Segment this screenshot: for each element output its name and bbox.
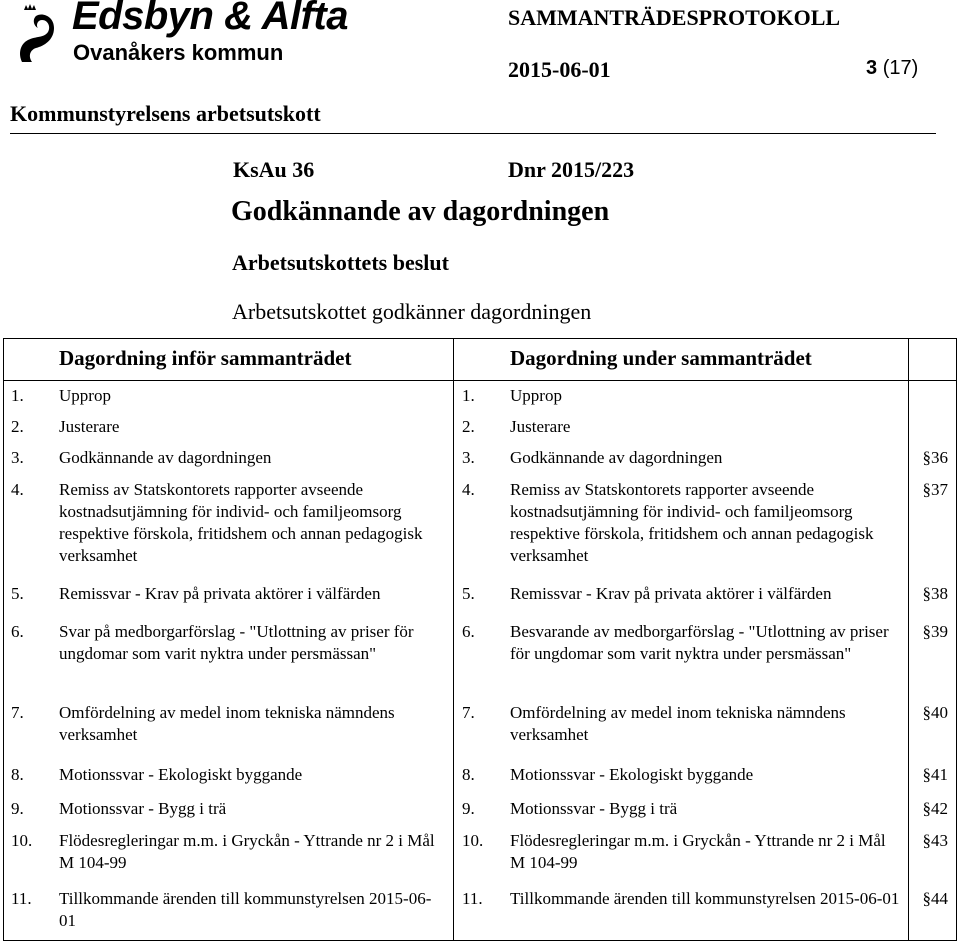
agenda-item-text-before: Tillkommande ärenden till kommunstyrelsen 2015-06-01	[59, 889, 432, 930]
agenda-item-number-before: 1.	[11, 386, 24, 405]
decision-heading: Arbetsutskottets beslut	[232, 250, 449, 275]
agenda-item-number-during: 6.	[462, 622, 475, 641]
document-type: SAMMANTRÄDESPROTOKOLL	[508, 5, 841, 30]
agenda-item-number-during: 3.	[462, 448, 475, 467]
header-divider	[10, 133, 936, 134]
logo-title: Edsbyn & Alfta	[72, 0, 348, 38]
agenda-item-text-during: Flödesregleringar m.m. i Gryckån - Yttrande nr 2 i Mål M 104-99	[510, 831, 886, 872]
paragraph-reference: §40	[922, 703, 948, 722]
agenda-item-text-during: Upprop	[510, 386, 562, 405]
agenda-item-text-during: Besvarande av medborgarförslag - "Utlottning av priser för ungdomar som varit nyktra under persmässan"	[510, 622, 889, 663]
agenda-table	[3, 338, 957, 941]
page-number	[866, 57, 918, 80]
paragraph-reference: §42	[922, 799, 948, 818]
diary-number: Dnr 2015/223	[508, 157, 635, 182]
agenda-item-number-during: 11.	[462, 889, 483, 908]
agenda-item-text-during: Remissvar - Krav på privata aktörer i välfärden	[510, 584, 832, 603]
agenda-item-number-before: 10.	[11, 831, 33, 850]
agenda-item-text-before: Remissvar - Krav på privata aktörer i välfärden	[59, 584, 381, 603]
agenda-item-number-before: 3.	[11, 448, 24, 467]
agenda-item-text-before: Remiss av Statskontorets rapporter avseende kostnadsutjämning för individ- och familjeomsorg respektive förskola, fritidshem och annan pedagogisk verksamhet	[59, 480, 423, 565]
agenda-item-number-before: 4.	[11, 480, 24, 499]
agenda-item-number-during: 7.	[462, 703, 475, 722]
agenda-item-text-before: Motionssvar - Ekologiskt byggande	[59, 765, 303, 784]
agenda-item-number-before: 11.	[11, 889, 32, 908]
agenda-item-text-during: Remiss av Statskontorets rapporter avseende kostnadsutjämning för individ- och familjeomsorg respektive förskola, fritidshem och annan pedagogisk verksamhet	[510, 480, 874, 565]
agenda-item-number-during: 10.	[462, 831, 484, 850]
agenda-item-number-before: 6.	[11, 622, 24, 641]
agenda-item-number-during: 4.	[462, 480, 475, 499]
agenda-item-text-before: Motionssvar - Bygg i trä	[59, 799, 227, 818]
header-row-divider	[4, 380, 956, 381]
agenda-item-number-during: 8.	[462, 765, 475, 784]
document-date: 2015-06-01	[508, 57, 611, 82]
paragraph-reference: §37	[922, 480, 948, 499]
ksau-number: KsAu 36	[233, 157, 315, 182]
column-header-before: Dagordning inför sammanträdet	[59, 346, 352, 370]
agenda-item-number-before: 2.	[11, 417, 24, 436]
paragraph-reference: §39	[922, 622, 948, 641]
agenda-item-text-before: Godkännande av dagordningen	[59, 448, 272, 467]
agenda-item-number-during: 2.	[462, 417, 475, 436]
page-total: (17)	[882, 57, 919, 79]
logo-subtitle: Ovanåkers kommun	[73, 40, 284, 65]
decision-text: Arbetsutskottet godkänner dagordningen	[232, 299, 592, 324]
agenda-item-text-before: Upprop	[59, 386, 111, 405]
agenda-item-text-during: Justerare	[510, 417, 571, 436]
paragraph-reference: §36	[922, 448, 948, 467]
paragraph-reference: §38	[922, 584, 948, 603]
agenda-item-text-during: Motionssvar - Ekologiskt byggande	[510, 765, 754, 784]
agenda-item-number-before: 5.	[11, 584, 24, 603]
column-divider	[453, 339, 454, 940]
page-title: Godkännande av dagordningen	[231, 196, 610, 227]
column-header-during: Dagordning under sammanträdet	[510, 346, 812, 370]
agenda-item-number-during: 5.	[462, 584, 475, 603]
organ-name: Kommunstyrelsens arbetsutskott	[10, 101, 321, 126]
paragraph-reference: §43	[922, 831, 948, 850]
agenda-item-text-during: Godkännande av dagordningen	[510, 448, 723, 467]
paragraph-reference: §44	[922, 889, 948, 908]
agenda-item-text-before: Flödesregleringar m.m. i Gryckån - Yttrande nr 2 i Mål M 104-99	[59, 831, 435, 872]
agenda-item-number-during: 9.	[462, 799, 475, 818]
agenda-item-number-before: 8.	[11, 765, 24, 784]
agenda-item-number-before: 9.	[11, 799, 24, 818]
agenda-item-text-before: Omfördelning av medel inom tekniska nämndens verksamhet	[59, 703, 395, 744]
column-divider	[908, 339, 909, 940]
agenda-item-text-during: Motionssvar - Bygg i trä	[510, 799, 678, 818]
agenda-item-number-before: 7.	[11, 703, 24, 722]
agenda-item-text-during: Tillkommande ärenden till kommunstyrelsen 2015-06-01	[510, 889, 900, 908]
page-current: 3	[866, 57, 878, 79]
paragraph-reference: §41	[922, 765, 948, 784]
swan-crown-logo-icon	[14, 4, 64, 64]
agenda-item-text-during: Omfördelning av medel inom tekniska nämndens verksamhet	[510, 703, 846, 744]
agenda-item-text-before: Svar på medborgarförslag - "Utlottning av priser för ungdomar som varit nyktra under persmässan"	[59, 622, 414, 663]
agenda-item-text-before: Justerare	[59, 417, 120, 436]
agenda-item-number-during: 1.	[462, 386, 475, 405]
